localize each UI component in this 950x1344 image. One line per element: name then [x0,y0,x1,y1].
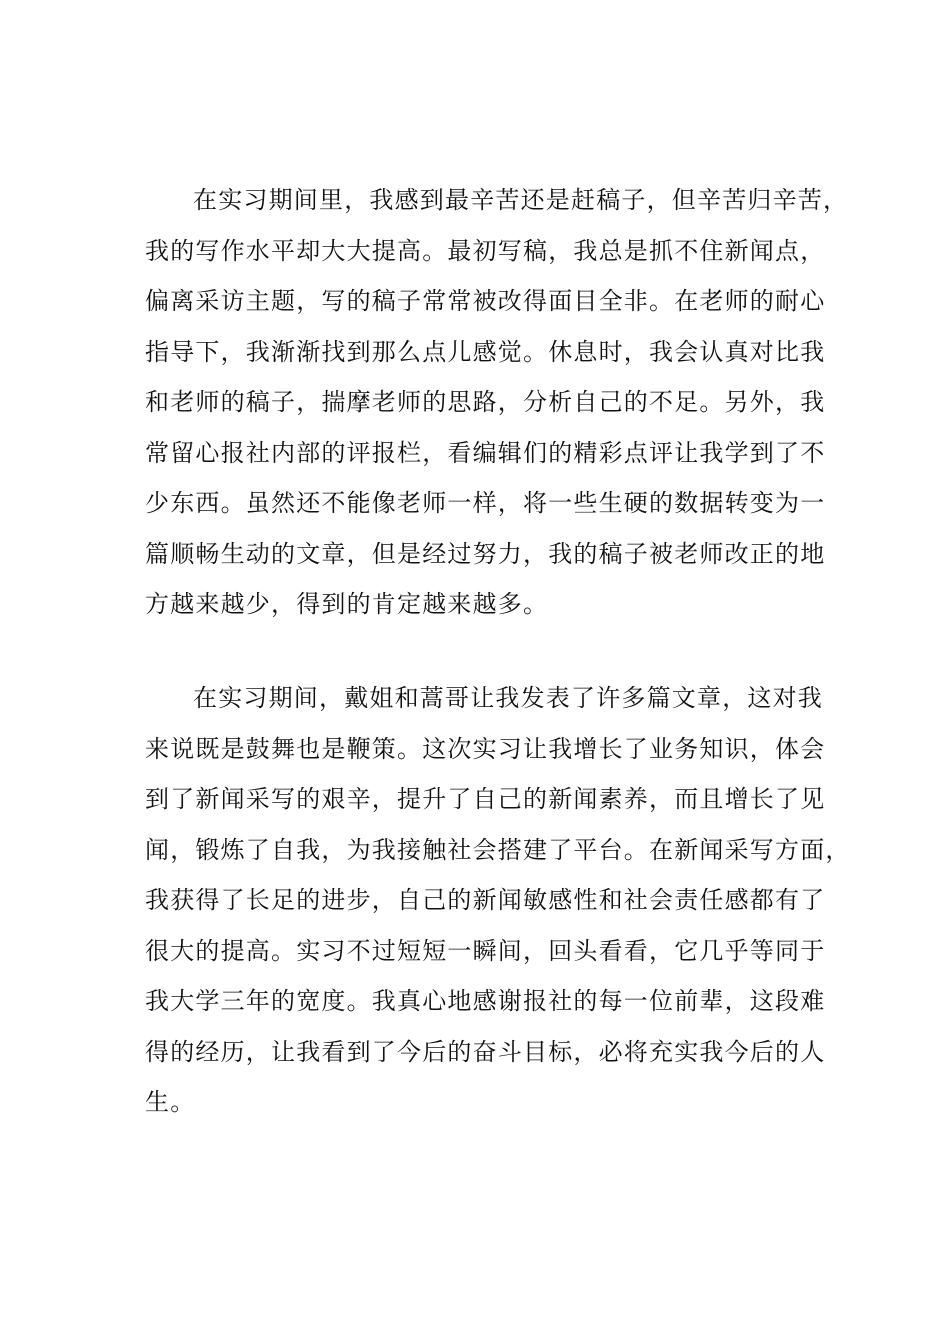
paragraph-line: 我获得了长足的进步，自己的新闻敏感性和社会责任感都有了 [145,886,826,914]
paragraph-1 [145,175,848,630]
paragraph-line: 偏离采访主题，写的稿子常常被改得面目全非。在老师的耐心 [145,287,826,315]
paragraph-line: 篇顺畅生动的文章，但是经过努力，我的稿子被老师改正的地 [145,539,826,568]
paragraph-line: 到了新闻采写的艰辛，提升了自己的新闻素养，而且增长了见 [145,785,826,813]
paragraph-2 [145,673,851,1128]
paragraph-line: 指导下，我渐渐找到那么点儿感觉。休息时，我会认真对比我 [145,337,826,366]
paragraph-line: 很大的提高。实习不过短短一瞬间，回头看看，它几乎等同于 [145,936,826,965]
paragraph-line: 在实习期间里，我感到最辛苦还是赶稿子，但辛苦归辛苦， [193,186,849,214]
paragraph-line: 得的经历，让我看到了今后的奋斗目标，必将充实我今后的人 [145,1037,826,1066]
paragraph-line: 常留心报社内部的评报栏，看编辑们的精彩点评让我学到了不 [145,438,826,467]
paragraph-line: 在实习期间，戴姐和蒿哥让我发表了许多篇文章，这对我 [193,684,823,712]
paragraph-line: 闻，锻炼了自我，为我接触社会搭建了平台。在新闻采写方面， [145,835,851,864]
paragraph-line: 和老师的稿子，揣摩老师的思路，分析自己的不足。另外，我 [145,388,826,416]
paragraph-line: 生。 [145,1088,196,1116]
paragraph-line: 方越来越少，得到的肯定越来越多。 [145,590,549,618]
paragraph-line: 我的写作水平却大大提高。最初写稿，我总是抓不住新闻点， [145,236,826,265]
paragraph-line: 来说既是鼓舞也是鞭策。这次实习让我增长了业务知识，体会 [145,734,826,763]
paragraph-line: 少东西。虽然还不能像老师一样，将一些生硬的数据转变为一 [145,489,826,517]
paragraph-line: 我大学三年的宽度。我真心地感谢报社的每一位前辈，这段难 [145,987,826,1015]
